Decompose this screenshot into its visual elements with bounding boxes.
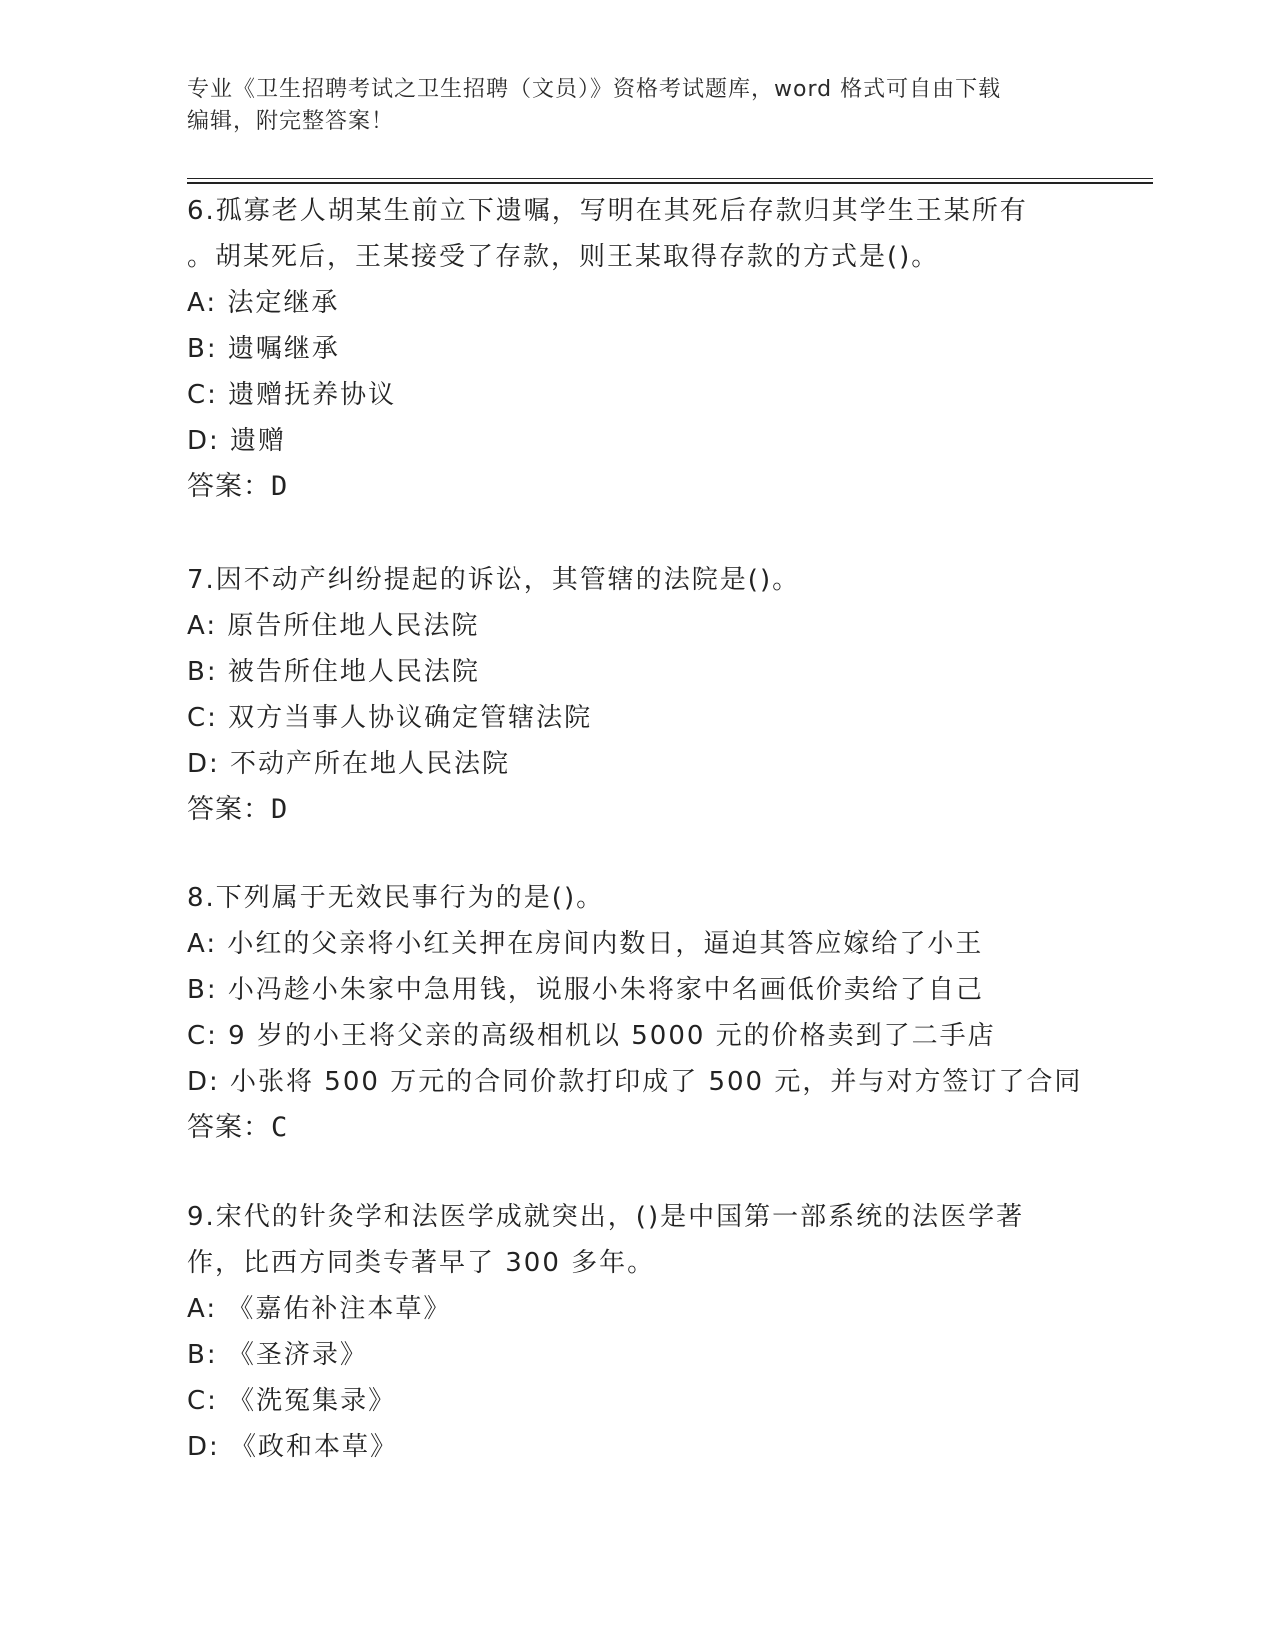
option-d: D: 小张将 500 万元的合同价款打印成了 500 元，并与对方签订了合同 [187, 1067, 1083, 1097]
question-stem: 7.因不动产纠纷提起的诉讼，其管辖的法院是()。 [187, 565, 801, 595]
header-divider-thin [187, 178, 1153, 179]
answer-label: 答案： [187, 471, 271, 502]
option-d: D: 遗赠 [187, 426, 287, 456]
option-d: D: 《政和本草》 [187, 1432, 399, 1462]
option-b: B: 被告所住地人民法院 [187, 657, 480, 687]
question-stem-continued: 作，比西方同类专著早了 300 多年。 [187, 1248, 656, 1278]
option-b: B: 小冯趁小朱家中急用钱，说服小朱将家中名画低价卖给了自己 [187, 975, 984, 1005]
option-c: C: 双方当事人协议确定管辖法院 [187, 703, 593, 733]
document-header [187, 74, 1087, 138]
option-c: C: 遗赠抚养协议 [187, 380, 397, 410]
answer-value: D [271, 794, 289, 825]
option-a: A: 《嘉佑补注本草》 [187, 1294, 452, 1324]
question-stem: 6.孤寡老人胡某生前立下遗嘱，写明在其死后存款归其学生王某所有 [187, 196, 1028, 226]
option-b: B: 遗嘱继承 [187, 334, 340, 364]
option-a: A: 小红的父亲将小红关押在房间内数日，逼迫其答应嫁给了小王 [187, 929, 984, 959]
header-divider-thick [187, 182, 1153, 184]
question-7 [187, 557, 1067, 833]
answer-value: D [271, 471, 289, 502]
answer-label: 答案： [187, 1112, 271, 1143]
header-line-1: 专业《卫生招聘考试之卫生招聘（文员）》资格考试题库，word 格式可自由下载 [187, 77, 1002, 102]
header-line-2: 编辑，附完整答案！ [187, 109, 395, 134]
answer-value: C [271, 1112, 289, 1143]
option-a: A: 法定继承 [187, 288, 340, 318]
question-stem: 8.下列属于无效民事行为的是()。 [187, 883, 605, 913]
option-c: C: 《洗冤集录》 [187, 1386, 397, 1416]
answer [187, 464, 1067, 510]
option-a: A: 原告所住地人民法院 [187, 611, 480, 641]
question-6 [187, 188, 1067, 510]
option-c: C: 9 岁的小王将父亲的高级相机以 5000 元的价格卖到了二手店 [187, 1021, 996, 1051]
question-9 [187, 1194, 1067, 1470]
answer [187, 1105, 1067, 1151]
question-stem: 9.宋代的针灸学和法医学成就突出，()是中国第一部系统的法医学著 [187, 1202, 1025, 1232]
option-d: D: 不动产所在地人民法院 [187, 749, 511, 779]
answer-label: 答案： [187, 794, 271, 825]
answer [187, 787, 1067, 833]
question-stem-continued: 。胡某死后，王某接受了存款，则王某取得存款的方式是()。 [187, 242, 940, 272]
question-8 [187, 875, 1083, 1151]
option-b: B: 《圣济录》 [187, 1340, 368, 1370]
